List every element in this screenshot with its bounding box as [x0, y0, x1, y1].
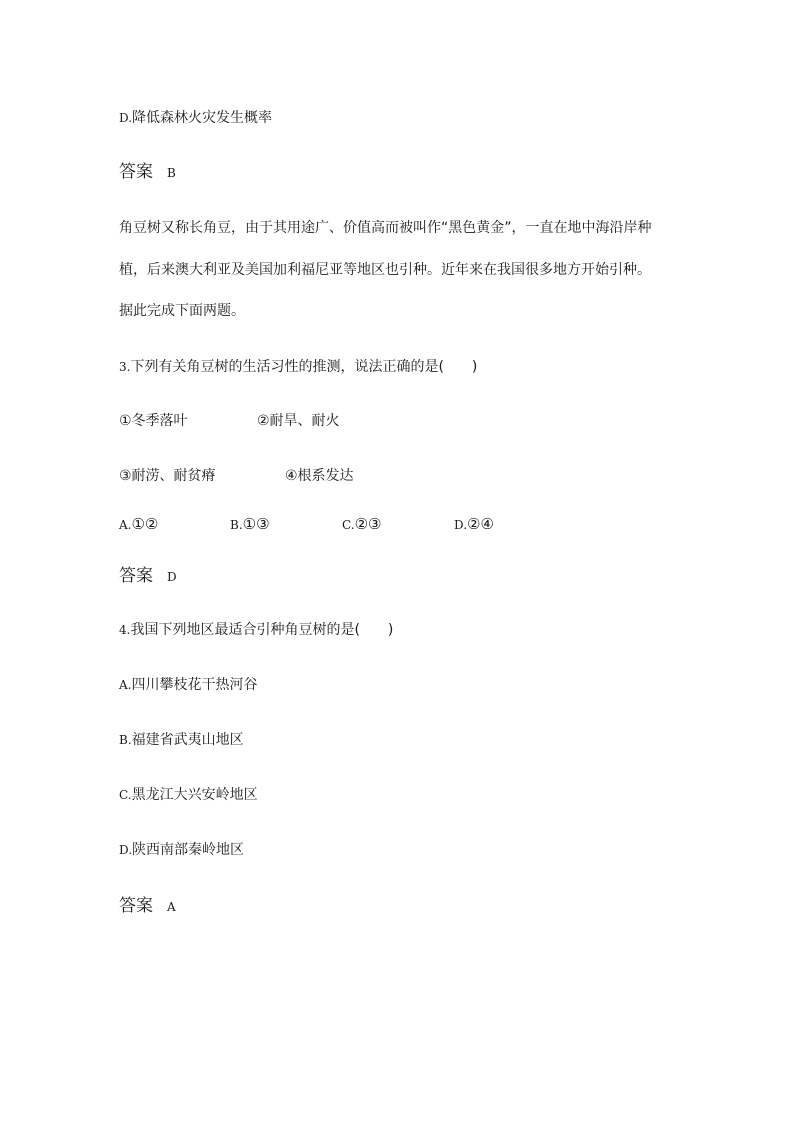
- q2-option-d: [119, 108, 272, 128]
- q3-answer: [119, 566, 177, 587]
- option-mark: D.: [119, 843, 133, 857]
- question-number: 4.: [119, 623, 131, 637]
- option-mark: D.: [119, 111, 133, 125]
- question-text: 下列有关角豆树的生活习性的推测，说法正确的是( ): [130, 359, 478, 375]
- option-text: 降低森林火灾发生概率: [132, 110, 273, 126]
- question-text: 我国下列地区最适合引种角豆树的是( ): [130, 622, 394, 638]
- q4-option-c: [119, 785, 258, 805]
- option-text: 陕西南部秦岭地区: [132, 842, 245, 858]
- answer-value: B: [167, 166, 176, 180]
- option-text: 黑龙江大兴安岭地区: [131, 787, 258, 803]
- option-text: 福建省武夷山地区: [131, 732, 244, 748]
- passage-line-1: 角豆树又称长角豆，由于其用途广、价值高而被叫作“黑色黄金”，一直在地中海沿岸种: [119, 220, 652, 236]
- q3-statement-4: ④根系发达: [285, 468, 354, 484]
- option-text: ①②: [131, 515, 159, 533]
- passage-line-2: 植，后来澳大利亚及美国加利福尼亚等地区也引种。近年来在我国很多地方开始引种。: [119, 262, 651, 278]
- option-text: ②③: [354, 515, 382, 533]
- q3-statement-1: ①冬季落叶: [119, 413, 188, 429]
- q4-option-d: [119, 840, 244, 860]
- answer-label: 答案: [119, 566, 153, 586]
- q3-option-d: [454, 514, 494, 535]
- answer-value: A: [167, 900, 176, 914]
- q3-option-b: [230, 514, 270, 535]
- answer-label: 答案: [119, 162, 153, 182]
- option-text: 四川攀枝花干热河谷: [131, 677, 258, 693]
- q3-statement-2: ②耐旱、耐火: [257, 413, 340, 429]
- option-mark: B.: [119, 733, 132, 747]
- passage-line-3: 据此完成下面两题。: [119, 303, 245, 319]
- option-mark: B.: [230, 518, 243, 532]
- q2-answer: [119, 162, 176, 183]
- q4-answer: [119, 896, 176, 917]
- option-mark: A.: [119, 518, 132, 532]
- answer-value: D: [167, 570, 177, 584]
- q3-option-c: [342, 514, 381, 535]
- q4-option-a: [119, 675, 257, 695]
- q4-option-b: [119, 730, 244, 750]
- option-mark: A.: [119, 678, 132, 692]
- answer-label: 答案: [119, 896, 153, 916]
- option-text: ②④: [467, 515, 494, 533]
- question-number: 3.: [119, 360, 131, 374]
- q3-option-a: [119, 514, 158, 535]
- option-text: ①③: [242, 515, 270, 533]
- option-mark: C.: [119, 788, 132, 802]
- q3-stem: [119, 357, 477, 377]
- q3-statement-3: ③耐涝、耐贫瘠: [119, 468, 216, 484]
- option-mark: C.: [342, 518, 355, 532]
- option-mark: D.: [454, 518, 468, 532]
- q4-stem: [119, 620, 393, 640]
